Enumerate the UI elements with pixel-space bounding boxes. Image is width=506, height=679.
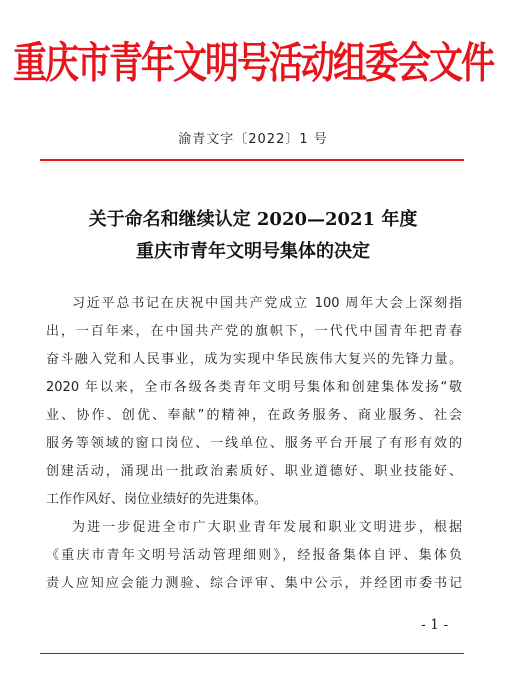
body-line: 2020 年以来，全市各级各类青年文明号集体和创建集体发扬“敬 — [46, 380, 462, 395]
document-title-line-1: 关于命名和继续认定 2020—2021 年度 — [88, 209, 418, 230]
document-number: 渝青文字〔2022〕1 号 — [178, 132, 328, 147]
page-number: - 1 - — [421, 617, 449, 633]
paragraph-2 — [46, 514, 462, 598]
masthead-title: 重庆市青年文明号活动组委会文件 — [13, 38, 493, 89]
body-line: 责人应知应会能力测验、综合评审、集中公示，并经团市委书记 — [46, 576, 462, 591]
body-line: 为进一步促进全市广大职业青年发展和职业文明进步，根据 — [72, 520, 462, 535]
body-line: 创建活动，涌现出一批政治素质好、职业道德好、职业技能好、 — [46, 464, 462, 479]
body-line: 《重庆市青年文明号活动管理细则》，经报备集体自评、集体负 — [46, 548, 462, 563]
document-body — [46, 290, 462, 598]
body-line: 习近平总书记在庆祝中国共产党成立 100 周年大会上深刻指 — [72, 296, 462, 311]
body-line: 出，一百年来，在中国共产党的旗帜下，一代代中国青年把青春 — [46, 324, 462, 339]
footer-line — [40, 653, 464, 654]
body-line: 服务等领域的窗口岗位、一线单位、服务平台开展了有形有效的 — [46, 436, 462, 451]
body-line: 业、协作、创优、奉献”的精神，在政务服务、商业服务、社会 — [46, 408, 462, 423]
body-line: 奋斗融入党和人民事业，成为实现中华民族伟大复兴的先锋力量。 — [46, 352, 462, 367]
document-title-line-2: 重庆市青年文明号集体的决定 — [136, 241, 370, 262]
paragraph-1 — [46, 290, 462, 514]
red-separator-line — [40, 159, 464, 161]
body-line: 工作作风好、岗位业绩好的先进集体。 — [46, 492, 268, 507]
